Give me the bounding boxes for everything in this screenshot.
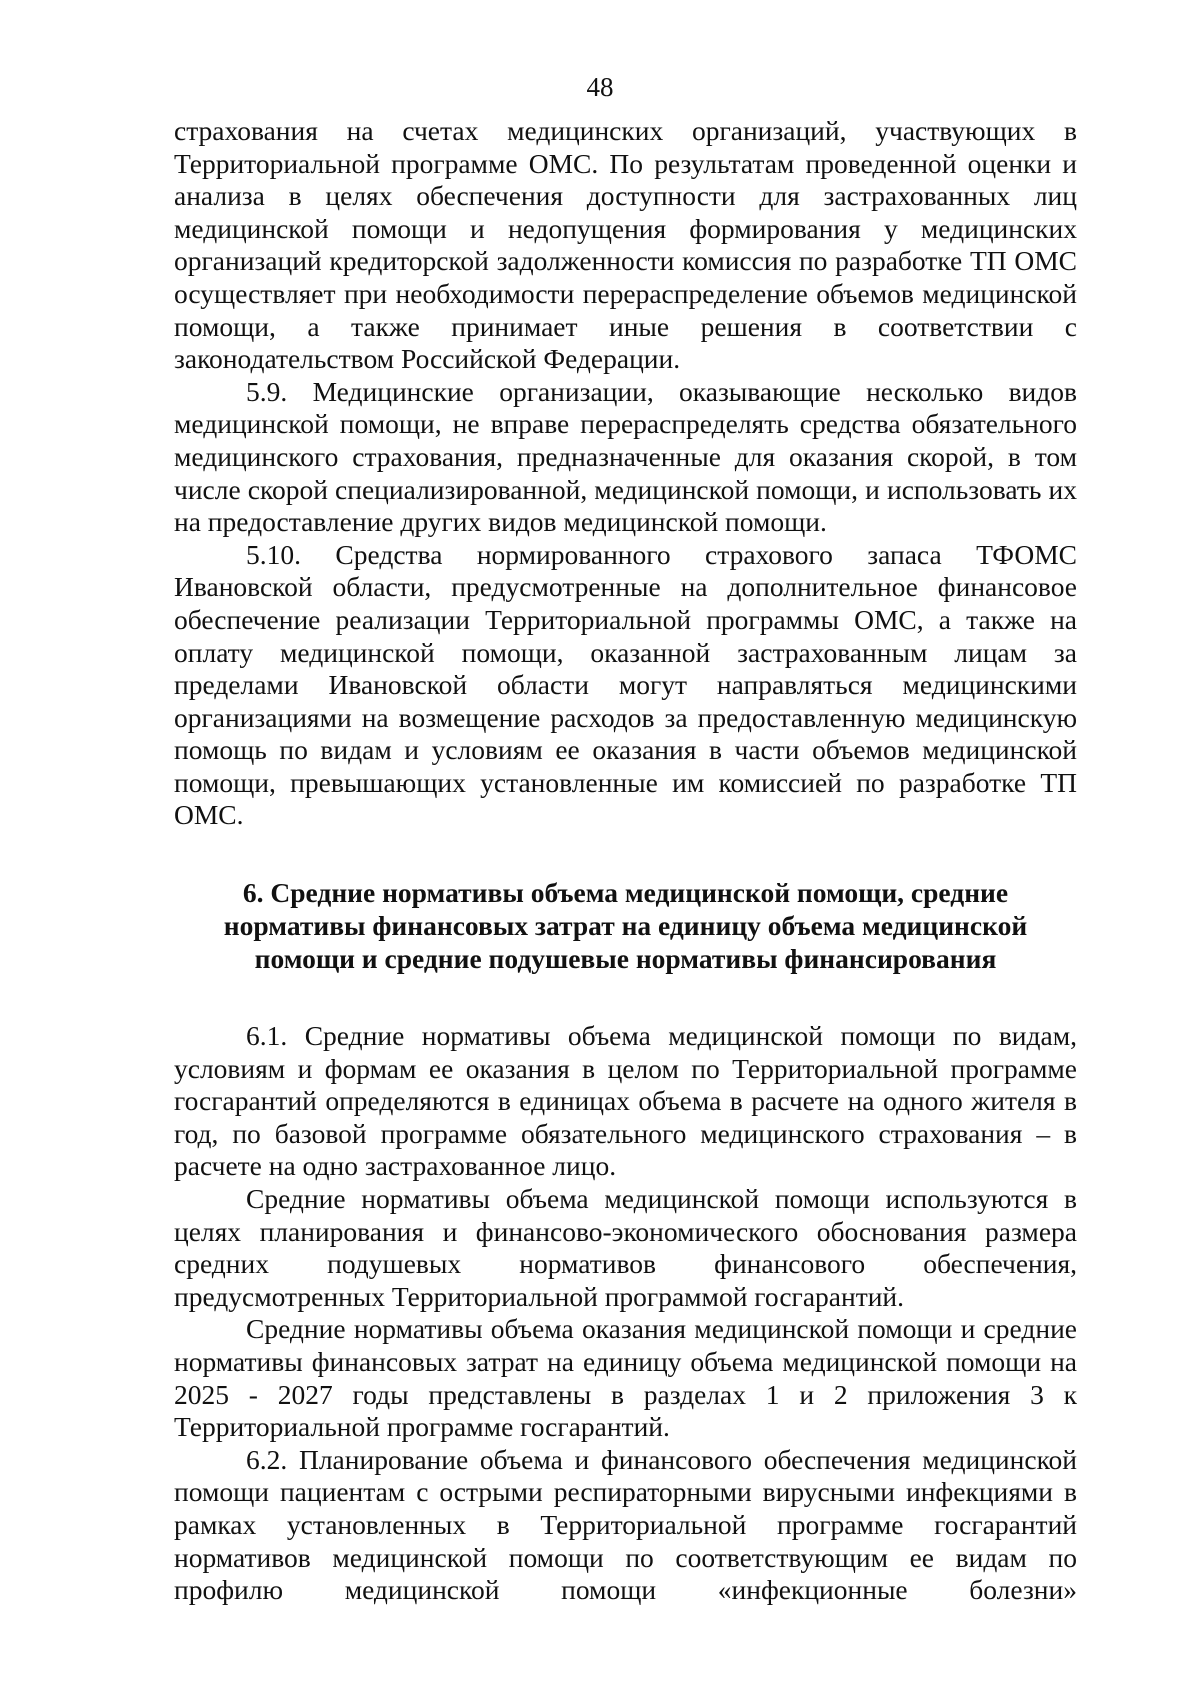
paragraph-5-9: 5.9. Медицинские организации, оказывающие несколько видов медицинской помощи, не вправе перераспределять средства обязательного медицинского страхования, предназначенные для оказания скорой, в том числе скорой специализированной, медицинской помощи, и использовать их на предоставление других видов медицинской помощи. bbox=[174, 375, 1077, 538]
paragraph-6-2: 6.2. Планирование объема и финансового обеспечения медицинской помощи пациентам с острыми респираторными вирусными инфекциями в рамках установленных в Территориальной программе госгарантий нормативов медицинской помощи по соответствующим ее видам по профилю медицинской помощи «инфекционные болезни» bbox=[174, 1443, 1077, 1606]
paragraph-6-1-usage: Средние нормативы объема медицинской помощи используются в целях планирования и финансово-экономического обоснования размера средних подушевых нормативов финансового обеспечения, предусмотренных Территориальной программой госгарантий. bbox=[174, 1183, 1077, 1312]
document-body bbox=[174, 115, 1077, 1607]
paragraph-continuation: страхования на счетах медицинских организаций, участвующих в Территориальной программе ОМС. По результатам проведенной оценки и анализа в целях обеспечения доступности для застрахованных лиц медицинской помощи и недопущения формирования у медицинских организаций кредиторской задолженности комиссия по разработке ТП ОМС осуществляет при необходимости перераспределение объемов медицинской помощи, а также принимает иные решения в соответствии с законодательством Российской Федерации. bbox=[174, 115, 1077, 375]
page-number: 48 bbox=[586, 72, 614, 102]
paragraph-6-1-norms: Средние нормативы объема оказания медицинской помощи и средние нормативы финансовых затрат на единицу объема медицинской помощи на 2025 - 2027 годы представлены в разделах 1 и 2 приложения 3 к Территориальной программе госгарантий. bbox=[174, 1313, 1077, 1443]
paragraph-5-10: 5.10. Средства нормированного страхового запаса ТФОМС Ивановской области, предусмотренные на дополнительное финансовое обеспечение реализации Территориальной программы ОМС, а также на оплату медицинской помощи, оказанной застрахованным лицам за пределами Ивановской области могут направляться медицинскими организациями на возмещение расходов за предоставленную медицинскую помощь по видам и условиям ее оказания в части объемов медицинской помощи, превышающих установленные им комиссией по разработке ТП ОМС. bbox=[174, 538, 1077, 831]
paragraph-6-1: 6.1. Средние нормативы объема медицинской помощи по видам, условиям и формам ее оказания в целом по Территориальной программе госгарантий определяются в единицах объема в расчете на одного жителя в год, по базовой программе обязательного медицинского страхования – в расчете на одно застрахованное лицо. bbox=[174, 1020, 1077, 1182]
section-heading: 6. Средние нормативы объема медицинской помощи, средние нормативы финансовых затрат на единицу объема медицинской помощи и средние подушевые нормативы финансирования bbox=[223, 877, 1028, 975]
